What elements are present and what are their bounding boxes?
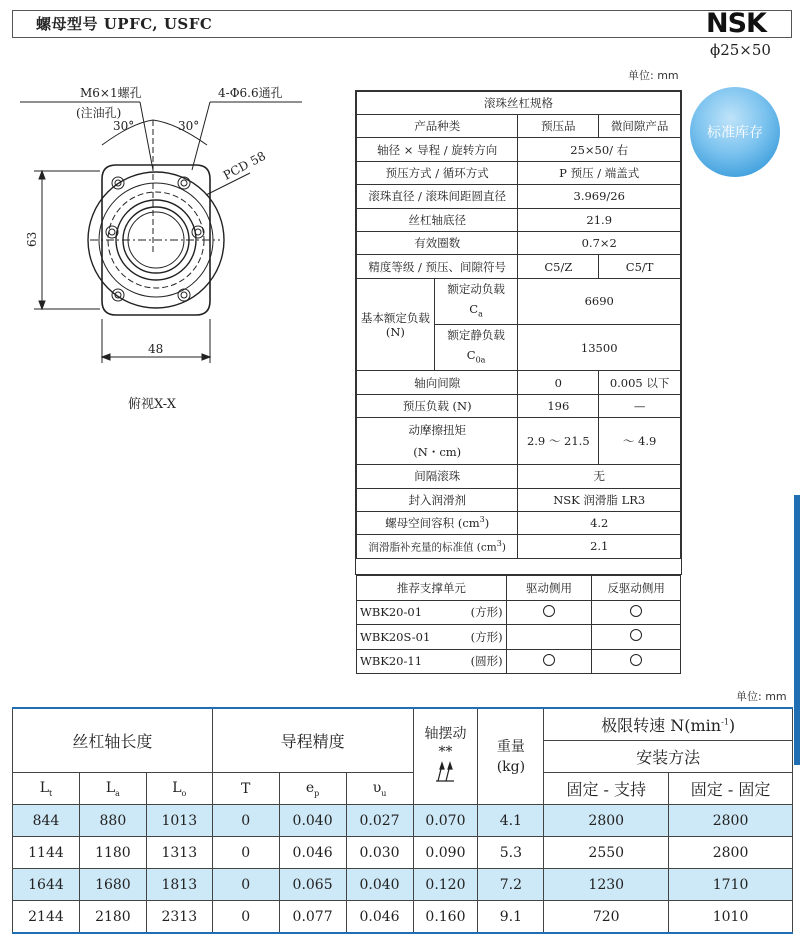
spec-row-label: 轴径 × 导程 / 旋转方向 (357, 138, 518, 161)
lt-subscript: t (49, 788, 53, 798)
table-cell: 1010 (669, 901, 793, 934)
dynamic-load-symbol: C (469, 301, 479, 316)
table-cell: 7.2 (478, 869, 544, 901)
table-cell: 1813 (146, 869, 212, 901)
header-speed (544, 708, 793, 741)
accuracy-micro: C5/T (599, 255, 681, 278)
stock-badge (690, 87, 780, 177)
preload-load-micro: — (599, 394, 681, 417)
table-cell: 0 (212, 869, 279, 901)
product-type-label: 产品种类 (357, 115, 518, 138)
support-drive-mark (506, 600, 592, 625)
preload-load-preload: 196 (518, 394, 599, 417)
nut-top-view-drawing (20, 75, 340, 385)
table-cell: 0.046 (346, 901, 413, 934)
lo-symbol: L (172, 779, 182, 796)
spec-row-label: 丝杠轴底径 (357, 208, 518, 231)
torque-micro: ～ 4.9 (599, 418, 681, 465)
header-ep (279, 773, 346, 805)
support-anti-mark (592, 625, 681, 650)
header-weight-unit: (kg) (496, 758, 526, 775)
table-cell: 1013 (146, 805, 212, 837)
table-row (13, 901, 793, 934)
length-spec-body (13, 805, 793, 934)
static-load-symbol: C (466, 348, 476, 363)
spec-row-value: 21.9 (518, 208, 681, 231)
header-weight (478, 708, 544, 805)
pcd-label: PCD 58 (220, 148, 268, 183)
refill-value: 2.1 (518, 535, 681, 558)
table-cell: 0 (212, 901, 279, 934)
table-cell: 720 (544, 901, 669, 934)
table-cell: 2800 (669, 805, 793, 837)
static-load-label: 额定静负载 (447, 328, 505, 343)
spec-row-value: 0.7×2 (518, 231, 681, 254)
spec-row-value: 3.969/26 (518, 185, 681, 208)
table-cell: 1313 (146, 837, 212, 869)
table-cell: 844 (13, 805, 80, 837)
circle-mark-icon (630, 654, 642, 666)
support-anti-mark (592, 649, 681, 674)
la-subscript: a (115, 788, 120, 798)
header-fix-support: 固定 - 支持 (544, 773, 669, 805)
page-title: 螺母型号 UPFC, USFC (36, 15, 213, 33)
spec-row-label: 滚珠直径 / 滚珠间距圆直径 (357, 185, 518, 208)
header-shaft-length: 丝杠轴长度 (13, 708, 213, 773)
unit-label-bottom: 单位: mm (736, 690, 787, 703)
spec-row-value: 25×50/ 右 (518, 138, 681, 161)
refill-label: 润滑脂补充量的标准值 (cm (368, 541, 497, 554)
table-cell: 0.030 (346, 837, 413, 869)
angle-right-label: 30° (178, 119, 200, 133)
header-lo (146, 773, 212, 805)
support-model: WBK20S-01 (357, 625, 435, 650)
header-runout-mark: ** (438, 744, 453, 760)
vu-symbol: υ (372, 779, 382, 796)
refill-sup: 3 (496, 538, 502, 548)
through-hole-label: 4-Φ6.6通孔 (218, 86, 283, 100)
static-load-subscript: 0a (475, 355, 486, 365)
header-speed-close: ) (728, 716, 736, 735)
table-cell: 1180 (79, 837, 146, 869)
lt-symbol: L (39, 779, 49, 796)
support-shape: (方形) (434, 600, 506, 625)
header-weight-label: 重量 (496, 738, 525, 755)
table-cell: 9.1 (478, 901, 544, 934)
support-drive-mark (506, 649, 592, 674)
table-cell: 0.065 (279, 869, 346, 901)
spec-row-label: 有效圈数 (357, 231, 518, 254)
static-load-value: 13500 (518, 325, 681, 371)
support-header-anti: 反驱动侧用 (592, 576, 681, 601)
torque-cell (357, 418, 518, 465)
table-row (13, 837, 793, 869)
torque-unit: (N・cm) (413, 445, 462, 460)
support-shape: (方形) (434, 625, 506, 650)
header-runout-label: 轴摆动 (424, 726, 467, 742)
support-header-unit: 推荐支撑单元 (357, 576, 507, 601)
table-cell: 2144 (13, 901, 80, 934)
header-lt (13, 773, 80, 805)
table-cell: 2800 (544, 805, 669, 837)
vu-subscript: u (381, 788, 387, 798)
circle-mark-icon (630, 629, 642, 641)
table-cell: 880 (79, 805, 146, 837)
spec-table-title: 滚珠丝杠规格 (357, 92, 681, 115)
table-cell: 0 (212, 837, 279, 869)
table-cell: 2800 (669, 837, 793, 869)
spec-row-label: 预压方式 / 循环方式 (357, 161, 518, 184)
torque-label: 动摩擦扭矩 (408, 423, 466, 438)
table-cell: 0.027 (346, 805, 413, 837)
axial-gap-micro: 0.005 以下 (599, 371, 681, 394)
table-cell: 0.077 (279, 901, 346, 934)
lo-subscript: o (181, 788, 187, 798)
table-cell: 2550 (544, 837, 669, 869)
side-tab-marker (794, 495, 800, 765)
table-cell: 1710 (669, 869, 793, 901)
support-header-drive: 驱动侧用 (506, 576, 592, 601)
table-cell: 1680 (79, 869, 146, 901)
accuracy-label: 精度等级 / 预压、间隙符号 (357, 255, 518, 278)
unit-label-top: 单位: mm (628, 69, 679, 82)
table-cell: 2180 (79, 901, 146, 934)
runout-symbol-icon (432, 761, 458, 783)
table-cell: 4.1 (478, 805, 544, 837)
table-cell: 1230 (544, 869, 669, 901)
header-runout (413, 708, 478, 805)
header-speed-label: 极限转速 N(min (601, 716, 722, 735)
ep-symbol: e (305, 779, 315, 796)
drawing-caption: 俯视X-X (128, 397, 176, 412)
table-cell: 0.160 (413, 901, 478, 934)
dynamic-load-cell (434, 278, 518, 324)
angle-left-label: 30° (113, 119, 135, 133)
table-cell: 5.3 (478, 837, 544, 869)
rated-load-unit: (N) (385, 324, 405, 339)
table-cell: 0.120 (413, 869, 478, 901)
stock-badge-label: 标准库存 (707, 125, 763, 141)
table-row (13, 869, 793, 901)
table-cell: 2313 (146, 901, 212, 934)
grease-value: NSK 润滑脂 LR3 (518, 488, 681, 511)
dynamic-load-value: 6690 (518, 278, 681, 324)
static-load-cell (434, 325, 518, 371)
table-cell: 1144 (13, 837, 80, 869)
axial-gap-preload: 0 (518, 371, 599, 394)
height-dimension: 63 (25, 231, 39, 247)
volume-value: 4.2 (518, 511, 681, 534)
spec-table (356, 91, 681, 559)
spacer-label: 间隔滚珠 (357, 465, 518, 488)
rated-load-group (357, 278, 435, 371)
header-la (79, 773, 146, 805)
header-lead-accuracy: 导程精度 (212, 708, 413, 773)
support-unit-table (356, 575, 681, 674)
preload-load-label: 预压负载 (N) (357, 394, 518, 417)
width-dimension: 48 (148, 342, 164, 356)
volume-close: ) (484, 516, 490, 531)
spacer-value: 无 (518, 465, 681, 488)
table-row (13, 805, 793, 837)
table-cell: 0.040 (346, 869, 413, 901)
circle-mark-icon (543, 654, 555, 666)
table-cell: 1644 (13, 869, 80, 901)
brand-logo: NSK (706, 8, 766, 39)
product-type-preload: 预压品 (518, 115, 599, 138)
volume-sup: 3 (479, 515, 485, 525)
header-fix-fix: 固定 - 固定 (669, 773, 793, 805)
support-model: WBK20-11 (357, 649, 435, 674)
dynamic-load-label: 额定动负载 (447, 281, 505, 296)
circle-mark-icon (630, 605, 642, 617)
support-anti-mark (592, 600, 681, 625)
grease-label: 封入润滑剂 (357, 488, 518, 511)
accuracy-preload: C5/Z (518, 255, 599, 278)
header-t: T (212, 773, 279, 805)
volume-label: 螺母空间容积 (cm (385, 516, 480, 531)
ep-subscript: p (314, 788, 320, 798)
product-type-micro: 微间隙产品 (599, 115, 681, 138)
table-cell: 0.070 (413, 805, 478, 837)
tap-hole-leader (140, 102, 153, 170)
table-cell: 0.090 (413, 837, 478, 869)
length-spec-table (12, 707, 793, 934)
refill-cell (357, 535, 518, 558)
axial-gap-label: 轴向间隙 (357, 371, 518, 394)
table-cell: 0.040 (279, 805, 346, 837)
header-mount: 安装方法 (544, 741, 793, 773)
support-drive-mark (506, 625, 592, 650)
through-hole-leader (192, 102, 210, 170)
support-model: WBK20-01 (357, 600, 435, 625)
torque-preload: 2.9 ～ 21.5 (518, 418, 599, 465)
tap-hole-note: (注油孔) (76, 106, 122, 120)
la-symbol: L (105, 779, 116, 796)
rated-load-label: 基本额定负载 (360, 310, 430, 325)
refill-close: ) (501, 541, 506, 554)
table-cell: 0 (212, 805, 279, 837)
spec-row-value: P 预压 / 端盖式 (518, 161, 681, 184)
volume-cell (357, 511, 518, 534)
table-cell: 0.046 (279, 837, 346, 869)
support-shape: (圆形) (434, 649, 506, 674)
header-vu (346, 773, 413, 805)
header-speed-sup: -1 (721, 717, 729, 727)
tap-hole-label: M6×1螺孔 (80, 86, 142, 100)
dynamic-load-subscript: a (478, 309, 483, 319)
size-spec: ϕ25×50 (710, 41, 771, 59)
circle-mark-icon (543, 605, 555, 617)
